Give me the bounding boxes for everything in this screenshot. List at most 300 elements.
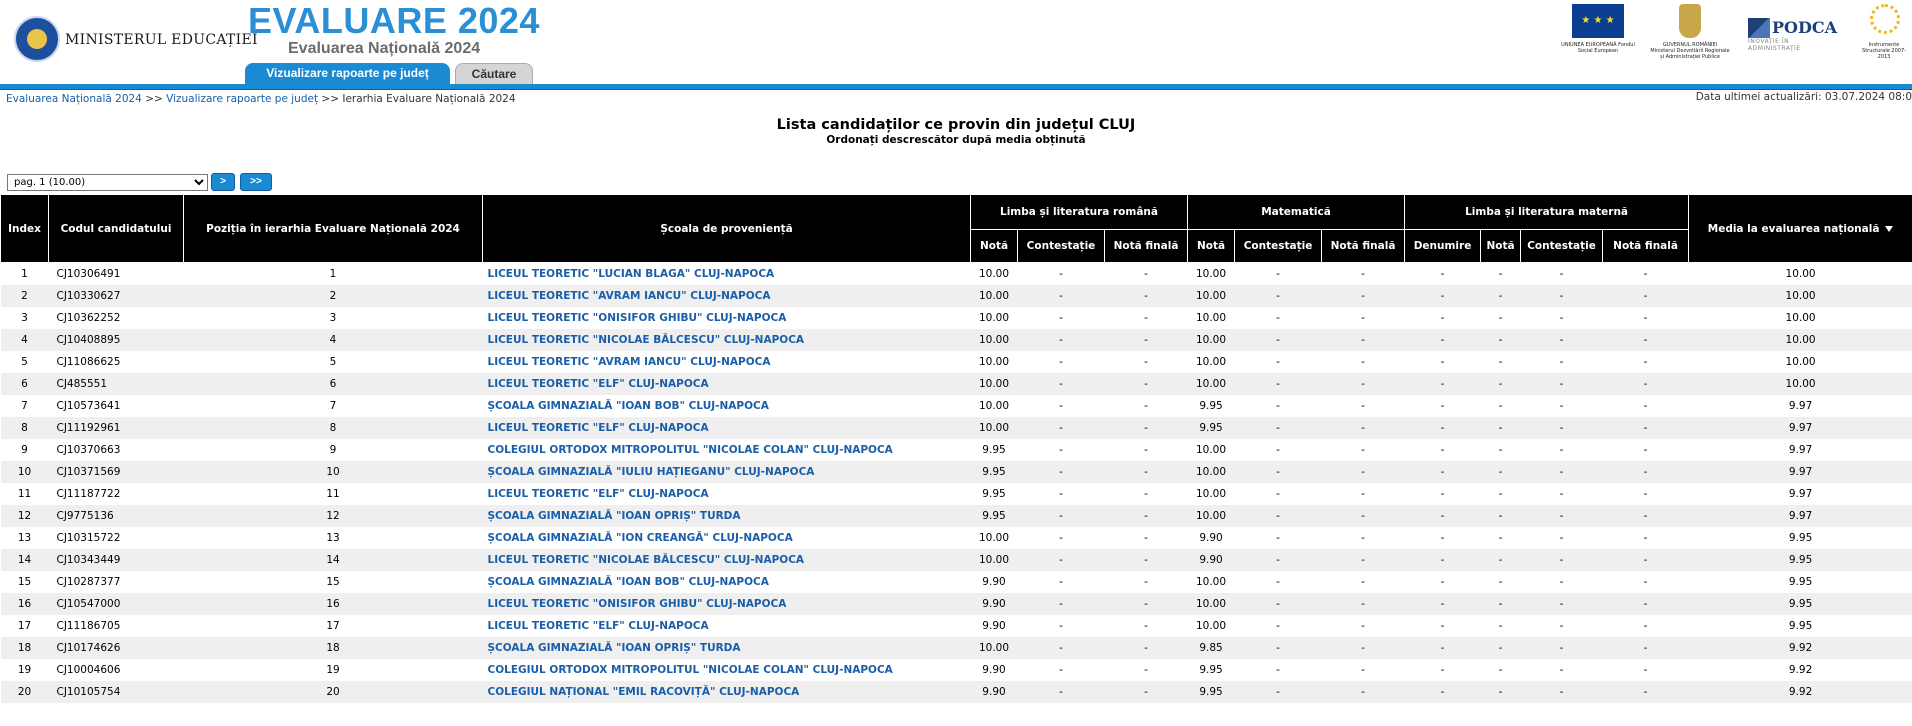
cell-math-final: -: [1322, 637, 1405, 659]
cell-ro-final: -: [1105, 373, 1188, 395]
cell-lm-grade: -: [1498, 532, 1503, 544]
cell-lm-grade: -: [1498, 312, 1503, 324]
cell-ro-appeal: -: [1059, 664, 1063, 676]
cell-index: 4: [1, 329, 49, 351]
cell-ro-grade: 9.90: [971, 681, 1018, 703]
cell-math-final: -: [1322, 417, 1405, 439]
cell-ro-grade: 10.00: [971, 373, 1018, 395]
cell-ro-appeal: -: [1018, 417, 1105, 439]
cell-school[interactable]: COLEGIUL ORTODOX MITROPOLITUL "NICOLAE COLAN" CLUJ-NAPOCA: [487, 664, 893, 676]
cell-lm-final: -: [1643, 576, 1648, 588]
sort-desc-icon: [1885, 226, 1893, 232]
header-average-label: Media la evaluarea națională: [1707, 222, 1880, 235]
header-index: Index: [1, 195, 49, 263]
cell-ro-appeal: -: [1018, 329, 1105, 351]
cell-math-appeal: -: [1235, 681, 1322, 703]
cell-lm-name: -: [1440, 664, 1445, 676]
cell-math-grade: 10.00: [1195, 620, 1227, 632]
cell-lm-name: -: [1440, 532, 1445, 544]
page-subtitle: Ordonați descrescător după media obținută: [826, 134, 1086, 146]
cell-math-final: -: [1361, 532, 1365, 544]
cell-lm-grade: -: [1481, 373, 1521, 395]
page-title: Lista candidaților ce provin din județul CLUJ: [776, 117, 1136, 133]
cell-ro-grade: 9.90: [982, 664, 1006, 676]
cell-math-grade: 10.00: [1195, 312, 1227, 324]
cell-school[interactable]: LICEUL TEORETIC "AVRAM IANCU" CLUJ-NAPOCA: [487, 356, 771, 368]
cell-math-appeal: -: [1235, 637, 1322, 659]
cell-lm-grade: -: [1481, 593, 1521, 615]
cell-school[interactable]: LICEUL TEORETIC "ELF" CLUJ-NAPOCA: [487, 620, 709, 632]
cell-math-grade: 10.00: [1195, 488, 1227, 500]
cell-candidate-code: CJ11086625: [56, 356, 121, 368]
cell-school[interactable]: LICEUL TEORETIC "AVRAM IANCU" CLUJ-NAPOCA: [483, 285, 971, 307]
table-row: [1, 439, 1912, 461]
cell-ro-appeal: -: [1059, 400, 1063, 412]
cell-school[interactable]: ȘCOALA GIMNAZIALĂ "ION CREANGĂ" CLUJ-NAPOCA: [487, 532, 793, 544]
cell-lm-grade: -: [1481, 417, 1521, 439]
cell-school[interactable]: LICEUL TEORETIC "LUCIAN BLAGA" CLUJ-NAPOCA: [487, 268, 775, 280]
cell-candidate-code: CJ10306491: [56, 268, 121, 280]
cell-lm-name: -: [1405, 285, 1481, 307]
cell-lm-name: -: [1440, 400, 1445, 412]
brand-subtitle: Evaluarea Națională 2024: [288, 40, 481, 57]
cell-lm-grade: -: [1481, 329, 1521, 351]
cell-ro-appeal: -: [1018, 593, 1105, 615]
cell-average: 10.00: [1785, 268, 1816, 280]
cell-candidate-code: CJ10287377: [56, 576, 121, 588]
cell-math-final: -: [1322, 461, 1405, 483]
cell-school[interactable]: LICEUL TEORETIC "ONISIFOR GHIBU" CLUJ-NAPOCA: [487, 312, 787, 324]
page-select[interactable]: [7, 174, 208, 191]
cell-lm-final: -: [1643, 488, 1648, 500]
cell-school[interactable]: ȘCOALA GIMNAZIALĂ "IULIU HAȚIEGANU" CLUJ-NAPOCA: [483, 461, 971, 483]
cell-position: 15: [326, 576, 340, 588]
cell-lm-grade: -: [1498, 268, 1503, 280]
cell-ro-grade: 9.90: [971, 593, 1018, 615]
cell-lm-grade: -: [1481, 461, 1521, 483]
cell-lm-name: -: [1440, 312, 1445, 324]
cell-candidate-code: CJ10547000: [49, 593, 184, 615]
cell-index: 12: [1, 505, 49, 527]
cell-math-final: -: [1361, 444, 1365, 456]
gov-caption: GUVERNUL ROMÂNIEI Ministerul Dezvoltării Regionale și Administrației Publice: [1650, 42, 1730, 60]
cell-ro-grade: 9.95: [971, 505, 1018, 527]
header-divider-bar: [0, 84, 1912, 90]
cell-lm-grade: -: [1481, 549, 1521, 571]
cell-candidate-code: CJ10105754: [49, 681, 184, 703]
cell-lm-final: -: [1643, 268, 1648, 280]
cell-average: 10.00: [1689, 329, 1912, 351]
cell-lm-name: -: [1405, 505, 1481, 527]
cell-lm-appeal: -: [1521, 329, 1603, 351]
cell-position: 6: [184, 373, 483, 395]
cell-average: 9.92: [1689, 637, 1912, 659]
cell-school[interactable]: ȘCOALA GIMNAZIALĂ "IOAN BOB" CLUJ-NAPOCA: [487, 400, 769, 412]
cell-candidate-code: CJ10174626: [49, 637, 184, 659]
cell-index: 3: [21, 312, 28, 324]
header-position: Poziția în ierarhia Evaluare Națională 2024: [184, 195, 483, 263]
cell-math-grade: 9.95: [1188, 417, 1235, 439]
header-lm-appeal: Contestație: [1521, 230, 1603, 263]
cell-lm-name: -: [1405, 549, 1481, 571]
cell-average: 9.92: [1788, 664, 1813, 676]
cell-school[interactable]: ȘCOALA GIMNAZIALĂ "IOAN BOB" CLUJ-NAPOCA: [487, 576, 769, 588]
cell-lm-appeal: -: [1521, 505, 1603, 527]
cell-school[interactable]: LICEUL TEORETIC "NICOLAE BĂLCESCU" CLUJ-NAPOCA: [483, 549, 971, 571]
cell-index: 9: [21, 444, 28, 456]
cell-lm-appeal: -: [1521, 593, 1603, 615]
cell-ro-grade: 9.95: [971, 461, 1018, 483]
cell-lm-appeal: -: [1521, 681, 1603, 703]
cell-lm-appeal: -: [1521, 549, 1603, 571]
cell-lm-name: -: [1440, 356, 1445, 368]
cell-candidate-code: CJ10330627: [49, 285, 184, 307]
cell-average: 10.00: [1785, 356, 1816, 368]
cell-average: 10.00: [1689, 373, 1912, 395]
results-table-body: [1, 263, 1912, 704]
cell-math-final: -: [1361, 268, 1365, 280]
cell-lm-final: -: [1643, 664, 1648, 676]
breadcrumb: [6, 93, 516, 105]
cell-school[interactable]: LICEUL TEORETIC "ELF" CLUJ-NAPOCA: [483, 417, 971, 439]
cell-math-appeal: -: [1276, 532, 1280, 544]
header-ro-appeal: Contestație: [1018, 230, 1105, 263]
cell-average: 9.97: [1788, 400, 1813, 412]
cell-math-final: -: [1361, 312, 1365, 324]
cell-lm-name: -: [1440, 488, 1445, 500]
cell-lm-final: -: [1603, 285, 1689, 307]
cell-ro-final: -: [1105, 593, 1188, 615]
cell-lm-grade: -: [1498, 400, 1503, 412]
cell-candidate-code: CJ10362252: [56, 312, 121, 324]
cell-ro-final: -: [1144, 312, 1148, 324]
cell-math-grade: 10.00: [1188, 329, 1235, 351]
cell-ro-grade: 10.00: [978, 268, 1010, 280]
cell-lm-appeal: -: [1559, 444, 1564, 456]
cell-lm-final: -: [1603, 329, 1689, 351]
breadcrumb-link-home[interactable]: Evaluarea Națională 2024: [6, 93, 142, 105]
cell-school[interactable]: COLEGIUL ORTODOX MITROPOLITUL "NICOLAE COLAN" CLUJ-NAPOCA: [487, 444, 893, 456]
cell-math-appeal: -: [1235, 461, 1322, 483]
cell-math-grade: 10.00: [1188, 505, 1235, 527]
cell-ro-final: -: [1144, 532, 1148, 544]
cell-lm-name: -: [1405, 373, 1481, 395]
cell-ro-grade: 10.00: [978, 312, 1010, 324]
cell-candidate-code: CJ11186705: [56, 620, 121, 632]
structural-instruments-caption: Instrumente Structurale 2007-2013: [1862, 42, 1906, 60]
cell-position: 4: [184, 329, 483, 351]
breadcrumb-current: Ierarhia Evaluare Națională 2024: [342, 93, 516, 105]
cell-lm-grade: -: [1481, 505, 1521, 527]
header-candidate-code: Codul candidatului: [49, 195, 184, 263]
last-page-button[interactable]: >>: [240, 173, 272, 191]
cell-candidate-code: CJ10371569: [49, 461, 184, 483]
table-row: [1, 483, 1912, 505]
cell-math-appeal: -: [1276, 400, 1280, 412]
cell-math-final: -: [1361, 664, 1365, 676]
cell-math-final: -: [1322, 329, 1405, 351]
cell-math-grade: 10.00: [1188, 285, 1235, 307]
cell-math-grade: 9.85: [1188, 637, 1235, 659]
cell-position: 17: [326, 620, 340, 632]
cell-index: 6: [1, 373, 49, 395]
cell-average: 9.95: [1689, 593, 1912, 615]
cell-ro-final: -: [1105, 285, 1188, 307]
cell-lm-name: -: [1405, 461, 1481, 483]
page-header: [0, 0, 1912, 84]
cell-lm-name: -: [1405, 637, 1481, 659]
cell-average: 10.00: [1689, 285, 1912, 307]
cell-ro-appeal: -: [1059, 356, 1063, 368]
cell-ro-final: -: [1105, 461, 1188, 483]
cell-ro-appeal: -: [1059, 576, 1063, 588]
table-row: [1, 615, 1912, 637]
cell-candidate-code: CJ10004606: [56, 664, 121, 676]
cell-position: 20: [184, 681, 483, 703]
table-row: [1, 373, 1912, 395]
cell-average: 9.95: [1689, 549, 1912, 571]
cell-average: 9.97: [1689, 461, 1912, 483]
cell-index: 17: [17, 620, 32, 632]
cell-lm-name: -: [1405, 593, 1481, 615]
cell-lm-appeal: -: [1559, 488, 1564, 500]
cell-ro-final: -: [1105, 505, 1188, 527]
cell-average: 9.97: [1689, 505, 1912, 527]
podca-caption: INOVAȚIE ÎN ADMINISTRAȚIE: [1748, 38, 1801, 52]
table-row: [1, 417, 1912, 439]
cell-ro-appeal: -: [1018, 285, 1105, 307]
cell-position: 12: [184, 505, 483, 527]
header-math-final: Notă finală: [1322, 230, 1405, 263]
cell-lm-grade: -: [1481, 637, 1521, 659]
header-math-appeal: Contestație: [1235, 230, 1322, 263]
cell-average: 9.97: [1689, 417, 1912, 439]
cell-index: 16: [1, 593, 49, 615]
cell-ro-final: -: [1105, 637, 1188, 659]
cell-math-grade: 10.00: [1195, 356, 1227, 368]
cell-index: 19: [17, 664, 32, 676]
cell-math-final: -: [1361, 488, 1365, 500]
cell-position: 10: [184, 461, 483, 483]
cell-ro-final: -: [1105, 681, 1188, 703]
cell-ro-appeal: -: [1018, 505, 1105, 527]
cell-position: 3: [329, 312, 337, 324]
cell-lm-final: -: [1643, 312, 1648, 324]
cell-ro-appeal: -: [1059, 620, 1063, 632]
cell-math-appeal: -: [1235, 285, 1322, 307]
cell-index: 18: [1, 637, 49, 659]
ministry-crest-logo: [14, 16, 60, 62]
cell-ro-appeal: -: [1018, 549, 1105, 571]
header-lm-final: Notă finală: [1603, 230, 1689, 263]
table-row: [1, 527, 1912, 549]
header-mother-tongue: Limba și literatura maternă: [1405, 195, 1689, 230]
cell-ro-grade: 10.00: [971, 417, 1018, 439]
cell-math-appeal: -: [1276, 488, 1280, 500]
cell-position: 2: [184, 285, 483, 307]
tab-search[interactable]: Căutare: [455, 63, 533, 84]
cell-math-final: -: [1322, 373, 1405, 395]
cell-ro-appeal: -: [1018, 461, 1105, 483]
cell-position: 5: [329, 356, 337, 368]
podca-logo-icon: [1748, 18, 1770, 38]
cell-index: 5: [21, 356, 28, 368]
cell-school[interactable]: ȘCOALA GIMNAZIALĂ "IOAN OPRIȘ" TURDA: [483, 505, 971, 527]
cell-lm-final: -: [1643, 356, 1648, 368]
cell-ro-grade: 10.00: [978, 532, 1010, 544]
brand-title: EVALUARE 2024: [248, 0, 540, 41]
cell-ro-appeal: -: [1018, 373, 1105, 395]
cell-average: 10.00: [1785, 312, 1816, 324]
cell-ro-grade: 10.00: [971, 549, 1018, 571]
cell-lm-final: -: [1603, 373, 1689, 395]
table-row: [1, 681, 1912, 703]
cell-position: 8: [184, 417, 483, 439]
cell-lm-final: -: [1643, 400, 1648, 412]
cell-lm-final: -: [1603, 549, 1689, 571]
eu-flag-logo: ★ ★ ★: [1572, 4, 1624, 38]
cell-math-grade: 9.95: [1199, 664, 1223, 676]
cell-ro-grade: 10.00: [971, 637, 1018, 659]
cell-lm-final: -: [1643, 444, 1648, 456]
cell-ro-appeal: -: [1059, 532, 1063, 544]
table-row: [1, 263, 1912, 286]
cell-lm-appeal: -: [1521, 285, 1603, 307]
cell-lm-grade: -: [1498, 664, 1503, 676]
table-row: [1, 549, 1912, 571]
cell-position: 16: [184, 593, 483, 615]
cell-ro-grade: 9.90: [982, 620, 1006, 632]
cell-average: 9.95: [1788, 620, 1813, 632]
table-row: [1, 659, 1912, 681]
cell-ro-final: -: [1105, 329, 1188, 351]
cell-lm-appeal: -: [1559, 356, 1564, 368]
cell-candidate-code: CJ10315722: [56, 532, 121, 544]
cell-candidate-code: CJ11187722: [56, 488, 121, 500]
cell-lm-final: -: [1643, 532, 1648, 544]
cell-math-grade: 10.00: [1188, 593, 1235, 615]
cell-ro-final: -: [1144, 400, 1148, 412]
cell-math-final: -: [1322, 593, 1405, 615]
cell-lm-grade: -: [1498, 444, 1503, 456]
cell-candidate-code: CJ9775136: [49, 505, 184, 527]
cell-math-final: -: [1322, 505, 1405, 527]
cell-math-final: -: [1361, 400, 1365, 412]
cell-ro-grade: 9.95: [982, 444, 1006, 456]
cell-math-grade: 10.00: [1195, 576, 1227, 588]
cell-index: 20: [1, 681, 49, 703]
cell-candidate-code: CJ485551: [49, 373, 184, 395]
cell-math-appeal: -: [1276, 444, 1280, 456]
cell-position: 11: [326, 488, 340, 500]
cell-lm-name: -: [1440, 576, 1445, 588]
cell-math-final: -: [1322, 285, 1405, 307]
cell-ro-grade: 10.00: [978, 400, 1010, 412]
cell-index: 2: [1, 285, 49, 307]
eu-caption: UNIUNEA EUROPEANĂ Fondul Social European: [1561, 42, 1635, 54]
cell-index: 15: [17, 576, 32, 588]
cell-ro-final: -: [1105, 549, 1188, 571]
last-update-info: Data ultimei actualizări: 03.07.2024 08:0: [1695, 91, 1912, 103]
header-school: Școala de proveniență: [483, 195, 971, 263]
cell-ro-final: -: [1144, 576, 1148, 588]
cell-lm-final: -: [1603, 681, 1689, 703]
cell-math-appeal: -: [1235, 593, 1322, 615]
cell-position: 1: [329, 268, 337, 280]
cell-math-appeal: -: [1235, 505, 1322, 527]
table-row: [1, 395, 1912, 417]
cell-math-appeal: -: [1276, 620, 1280, 632]
cell-math-final: -: [1322, 549, 1405, 571]
table-row: [1, 593, 1912, 615]
cell-school[interactable]: LICEUL TEORETIC "NICOLAE BĂLCESCU" CLUJ-NAPOCA: [483, 329, 971, 351]
table-row: [1, 285, 1912, 307]
cell-lm-appeal: -: [1559, 532, 1564, 544]
cell-lm-name: -: [1440, 620, 1445, 632]
cell-position: 14: [184, 549, 483, 571]
cell-lm-grade: -: [1498, 576, 1503, 588]
cell-position: 13: [326, 532, 340, 544]
cell-index: 13: [17, 532, 32, 544]
cell-ro-final: -: [1144, 620, 1148, 632]
cell-math-appeal: -: [1276, 268, 1280, 280]
cell-index: 11: [17, 488, 32, 500]
cell-position: 19: [326, 664, 340, 676]
cell-ro-appeal: -: [1059, 488, 1063, 500]
breadcrumb-separator: >>: [141, 93, 167, 105]
header-lm-grade: Notă: [1481, 230, 1521, 263]
cell-math-grade: 10.00: [1195, 268, 1227, 280]
cell-lm-appeal: -: [1559, 312, 1564, 324]
header-average[interactable]: [1689, 195, 1912, 263]
cell-school[interactable]: LICEUL TEORETIC "ELF" CLUJ-NAPOCA: [483, 373, 971, 395]
structural-instruments-logo: [1870, 4, 1900, 34]
cell-math-grade: 10.00: [1188, 373, 1235, 395]
header-ro-final: Notă finală: [1105, 230, 1188, 263]
cell-lm-appeal: -: [1559, 664, 1564, 676]
cell-math-appeal: -: [1235, 417, 1322, 439]
cell-candidate-code: CJ10370663: [56, 444, 121, 456]
cell-lm-final: -: [1603, 505, 1689, 527]
cell-school[interactable]: COLEGIUL NAȚIONAL "EMIL RACOVIȚĂ" CLUJ-NAPOCA: [483, 681, 971, 703]
cell-ro-final: -: [1144, 488, 1148, 500]
cell-school[interactable]: LICEUL TEORETIC "ONISIFOR GHIBU" CLUJ-NAPOCA: [483, 593, 971, 615]
cell-school[interactable]: LICEUL TEORETIC "ELF" CLUJ-NAPOCA: [487, 488, 709, 500]
cell-lm-grade: -: [1481, 681, 1521, 703]
cell-lm-appeal: -: [1559, 268, 1564, 280]
cell-average: 9.95: [1788, 532, 1813, 544]
tab-county-reports[interactable]: Vizualizare rapoarte pe județ: [245, 63, 450, 84]
cell-candidate-code: CJ10408895: [49, 329, 184, 351]
table-row: [1, 637, 1912, 659]
cell-ro-grade: 10.00: [971, 285, 1018, 307]
cell-school[interactable]: ȘCOALA GIMNAZIALĂ "IOAN OPRIȘ" TURDA: [483, 637, 971, 659]
cell-lm-final: -: [1603, 637, 1689, 659]
cell-ro-appeal: -: [1018, 637, 1105, 659]
table-row: [1, 351, 1912, 373]
next-page-button[interactable]: >: [211, 173, 235, 191]
header-lm-name: Denumire: [1405, 230, 1481, 263]
cell-lm-final: -: [1603, 461, 1689, 483]
cell-average: 9.92: [1689, 681, 1912, 703]
cell-ro-appeal: -: [1059, 444, 1063, 456]
cell-math-appeal: -: [1235, 549, 1322, 571]
table-row: [1, 329, 1912, 351]
breadcrumb-link-county-reports[interactable]: Vizualizare rapoarte pe județ: [166, 93, 319, 105]
cell-lm-name: -: [1405, 329, 1481, 351]
cell-math-grade: 10.00: [1195, 444, 1227, 456]
results-table: [0, 194, 1912, 703]
